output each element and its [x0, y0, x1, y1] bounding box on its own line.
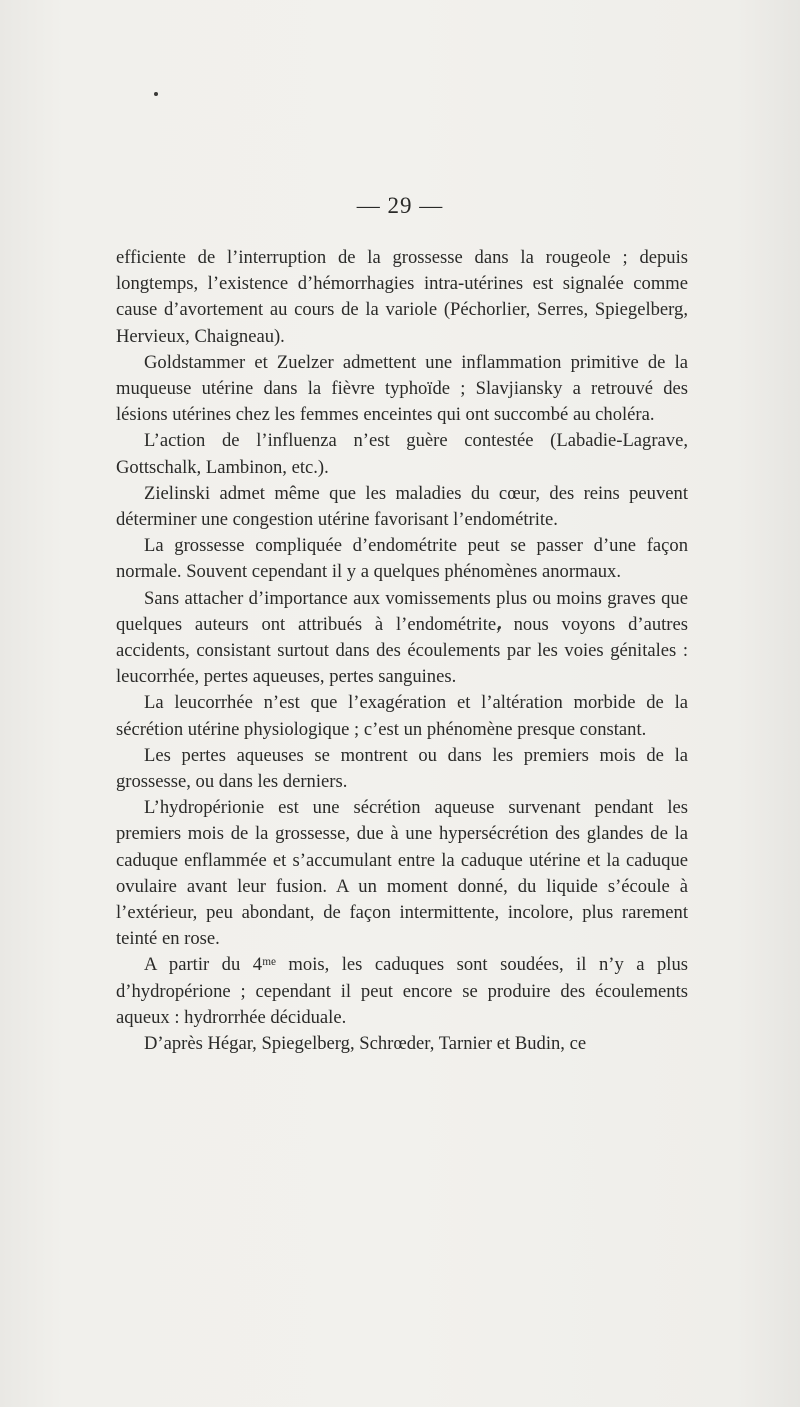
- paragraph: L’hydropérionie est une sécrétion aqueuse survenant pendant les premiers mois de la grossesse, due à une hypersécrétion des glandes de la caduque enflammée et s’accumulant entre la caduque utérine et la caduque ovulaire avant leur fusion. A un moment donné, du liquide s’écoule à l’extérieur, peu abondant, de façon intermittente, incolore, plus rarement teinté en rose.: [116, 797, 688, 950]
- paragraph: La grossesse compliquée d’endométrite peut se passer d’une façon normale. Souvent cependant il y a quelques phénomènes anormaux.: [116, 535, 688, 583]
- paragraph: Les pertes aqueuses se montrent ou dans les premiers mois de la grossesse, ou dans les derniers.: [116, 744, 688, 793]
- paragraph: La leucorrhée n’est que l’exagération et l’altération morbide de la sécrétion utérine physiologique ; c’est un phénomène presque constant.: [116, 692, 688, 740]
- paragraph: efficiente de l’interruption de la grossesse dans la rougeole ; depuis longtemps, l’existence d’hémorrhagies intra-utérines est signalée comme cause d’avortement au cours de la variole (Péchorlier, Serres, Spiegelberg, Hervieux, Chaigneau).: [116, 247, 688, 347]
- print-speck: [154, 92, 158, 96]
- paragraph: Sans attacher d’importance aux vomissements plus ou moins graves que quelques auteurs ont attribués à l’endométrite, nous voyons d’autres accidents, consistant surtout dans des écoulements par les voies génitales : leucorrhée, pertes aqueuses, pertes sanguines.: [116, 587, 688, 688]
- paragraph: D’après Hégar, Spiegelberg, Schrœder, Tarnier et Budin, ce: [144, 1033, 587, 1055]
- paragraph: Goldstammer et Zuelzer admettent une inflammation primitive de la muqueuse utérine dans la fièvre typhoïde ; Slavjiansky a retrouvé des lésions utérines chez les femmes enceintes qui ont succombé au choléra.: [116, 351, 688, 426]
- paragraph: A partir du 4ᵐᵉ mois, les caduques sont soudées, il n’y a plus d’hydropérione ; cependant il peut encore se produire des écoulements aqueux : hydrorrhée déciduale.: [116, 954, 688, 1028]
- body-text: [116, 245, 688, 1057]
- paragraph: L’action de l’influenza n’est guère contestée (Labadie-Lagrave, Gottschalk, Lambinon, etc.).: [116, 430, 688, 478]
- paragraph: Zielinski admet même que les maladies du cœur, des reins peuvent déterminer une congestion utérine favorisant l’endométrite.: [116, 482, 688, 531]
- page-number: — 29 —: [356, 193, 444, 218]
